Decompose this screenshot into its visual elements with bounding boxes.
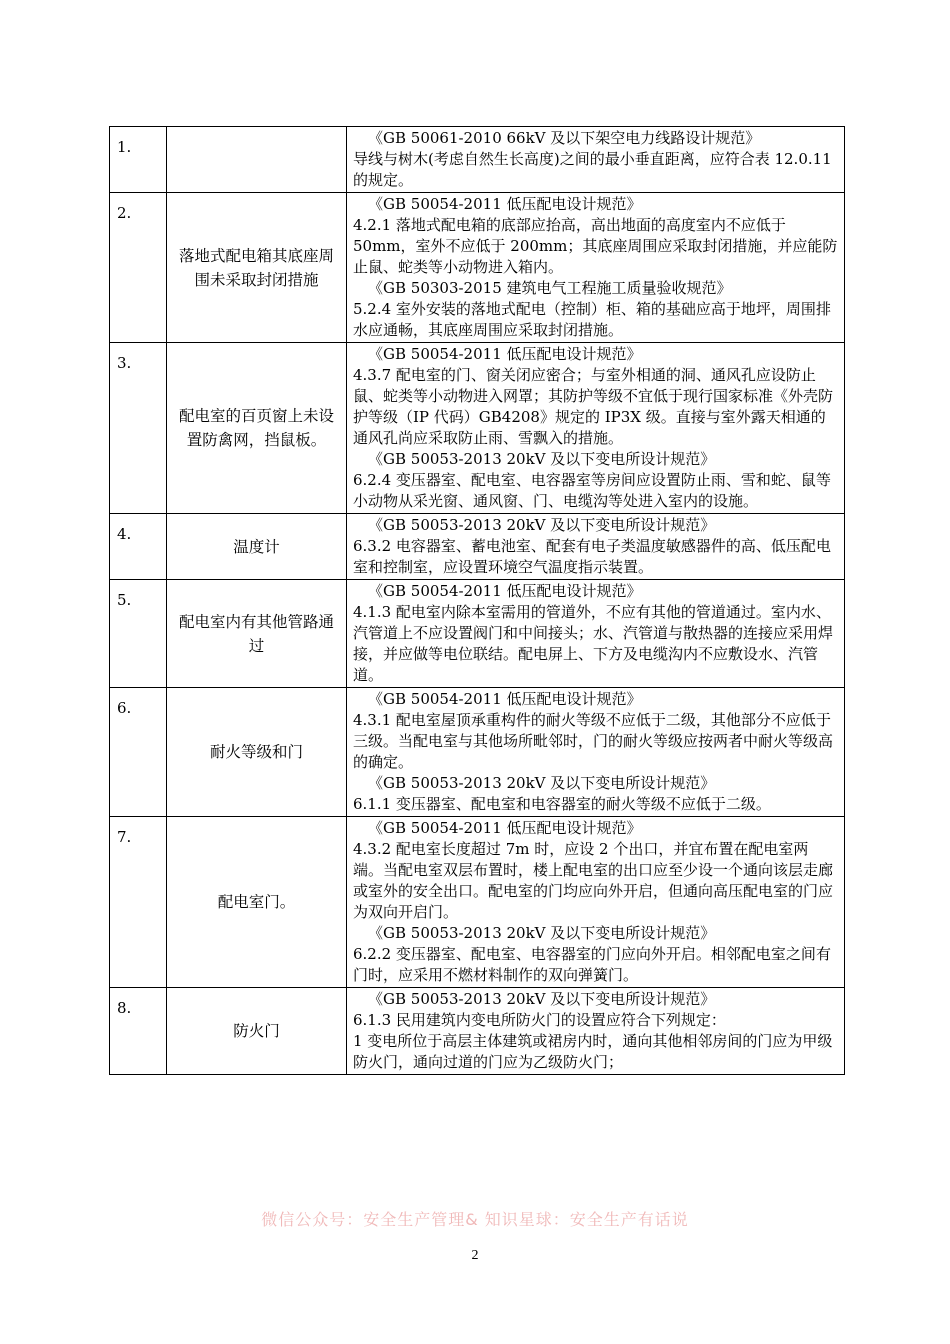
standard-reference: 《GB 50054-2011 低压配电设计规范》 <box>368 195 642 213</box>
clause-text: 6.1.3 民用建筑内变电所防火门的设置应符合下列规定： <box>353 1011 726 1029</box>
row-issue-title: 温度计 <box>167 514 347 580</box>
clause-text: 4.2.1 落地式配电箱的底部应抬高，高出地面的高度室内不应低于 50mm，室外不应低于 200mm；其底座周围应采取封闭措施，并应能防止鼠、蛇类等小动物进入箱内。 <box>353 216 838 276</box>
table-row <box>110 580 845 688</box>
table-row <box>110 127 845 193</box>
table-row <box>110 343 845 514</box>
row-number: 4. <box>110 514 167 580</box>
standard-reference: 《GB 50053-2013 20kV 及以下变电所设计规范》 <box>368 774 716 792</box>
clause-text: 1 变电所位于高层主体建筑或裙房内时，通向其他相邻房间的门应为甲级防火门，通向过道的门应为乙级防火门； <box>353 1032 833 1071</box>
row-issue-title: 防火门 <box>167 988 347 1075</box>
table-row <box>110 988 845 1075</box>
row-issue-title: 配电室的百页窗上未设置防禽网，挡鼠板。 <box>167 343 347 514</box>
row-regulation-content <box>347 817 845 988</box>
clause-text: 导线与树木(考虑自然生长高度)之间的最小垂直距离，应符合表 12.0.11 的规定。 <box>353 150 832 189</box>
row-number: 7. <box>110 817 167 988</box>
standard-reference: 《GB 50054-2011 低压配电设计规范》 <box>368 690 642 708</box>
row-issue-title: 配电室门。 <box>167 817 347 988</box>
row-regulation-content <box>347 580 845 688</box>
standard-reference: 《GB 50303-2015 建筑电气工程施工质量验收规范》 <box>368 279 732 297</box>
row-issue-title: 落地式配电箱其底座周围未采取封闭措施 <box>167 193 347 343</box>
regulation-table <box>109 126 845 1075</box>
row-number: 8. <box>110 988 167 1075</box>
row-issue-title: 配电室内有其他管路通过 <box>167 580 347 688</box>
standard-reference: 《GB 50054-2011 低压配电设计规范》 <box>368 345 642 363</box>
clause-text: 4.1.3 配电室内除本室需用的管道外，不应有其他的管道通过。室内水、汽管道上不应设置阀门和中间接头；水、汽管道与散热器的连接应采用焊接，并应做等电位联结。配电屏上、下方及电缆沟内不应敷设水、汽管道。 <box>353 603 834 684</box>
table-row <box>110 817 845 988</box>
standard-reference: 《GB 50054-2011 低压配电设计规范》 <box>368 582 642 600</box>
standard-reference: 《GB 50053-2013 20kV 及以下变电所设计规范》 <box>368 924 716 942</box>
row-regulation-content <box>347 688 845 817</box>
standard-reference: 《GB 50053-2013 20kV 及以下变电所设计规范》 <box>368 450 716 468</box>
watermark: 微信公众号：安全生产管理& 知识星球：安全生产有话说 <box>261 1210 689 1229</box>
table-body <box>110 127 845 1075</box>
standard-reference: 《GB 50054-2011 低压配电设计规范》 <box>368 819 642 837</box>
row-regulation-content <box>347 343 845 514</box>
row-number: 1. <box>110 127 167 193</box>
table-row <box>110 688 845 817</box>
row-regulation-content <box>347 988 845 1075</box>
clause-text: 4.3.1 配电室屋顶承重构件的耐火等级不应低于二级，其他部分不应低于三级。当配电室与其他场所毗邻时，门的耐火等级应按两者中耐火等级高的确定。 <box>353 711 834 771</box>
row-number: 6. <box>110 688 167 817</box>
row-regulation-content <box>347 127 845 193</box>
clause-text: 6.1.1 变压器室、配电室和电容器室的耐火等级不应低于二级。 <box>353 795 771 813</box>
clause-text: 5.2.4 室外安装的落地式配电（控制）柜、箱的基础应高于地坪，周围排水应通畅，其底座周围应采取封闭措施。 <box>353 300 831 339</box>
standard-reference: 《GB 50053-2013 20kV 及以下变电所设计规范》 <box>368 990 716 1008</box>
table-row <box>110 193 845 343</box>
clause-text: 6.3.2 电容器室、蓄电池室、配套有电子类温度敏感器件的高、低压配电室和控制室，应设置环境空气温度指示装置。 <box>353 537 831 576</box>
table-row <box>110 514 845 580</box>
standard-reference: 《GB 50061-2010 66kV 及以下架空电力线路设计规范》 <box>368 129 761 147</box>
row-number: 3. <box>110 343 167 514</box>
row-number: 5. <box>110 580 167 688</box>
clause-text: 4.3.2 配电室长度超过 7m 时，应设 2 个出口，并宜布置在配电室两端。当配电室双层布置时，楼上配电室的出口应至少设一个通向该层走廊或室外的安全出口。配电室的门均应向外开启，但通向高压配电室的门应为双向开启门。 <box>353 840 834 921</box>
clause-text: 6.2.4 变压器室、配电室、电容器室等房间应设置防止雨、雪和蛇、鼠等小动物从采光窗、通风窗、门、电缆沟等处进入室内的设施。 <box>353 471 831 510</box>
standard-reference: 《GB 50053-2013 20kV 及以下变电所设计规范》 <box>368 516 716 534</box>
page-number: 2 <box>471 1248 479 1263</box>
row-issue-title <box>167 127 347 193</box>
row-issue-title: 耐火等级和门 <box>167 688 347 817</box>
row-regulation-content <box>347 193 845 343</box>
clause-text: 6.2.2 变压器室、配电室、电容器室的门应向外开启。相邻配电室之间有门时，应采用不燃材料制作的双向弹簧门。 <box>353 945 831 984</box>
row-number: 2. <box>110 193 167 343</box>
row-regulation-content <box>347 514 845 580</box>
clause-text: 4.3.7 配电室的门、窗关闭应密合；与室外相通的洞、通风孔应设防止鼠、蛇类等小动物进入网罩；其防护等级不宜低于现行国家标准《外壳防护等级（IP 代码）GB4208》规定的 IP3X 级。直接与室外露天相通的通风孔尚应采取防止雨、雪飘入的措施。 <box>353 366 834 447</box>
